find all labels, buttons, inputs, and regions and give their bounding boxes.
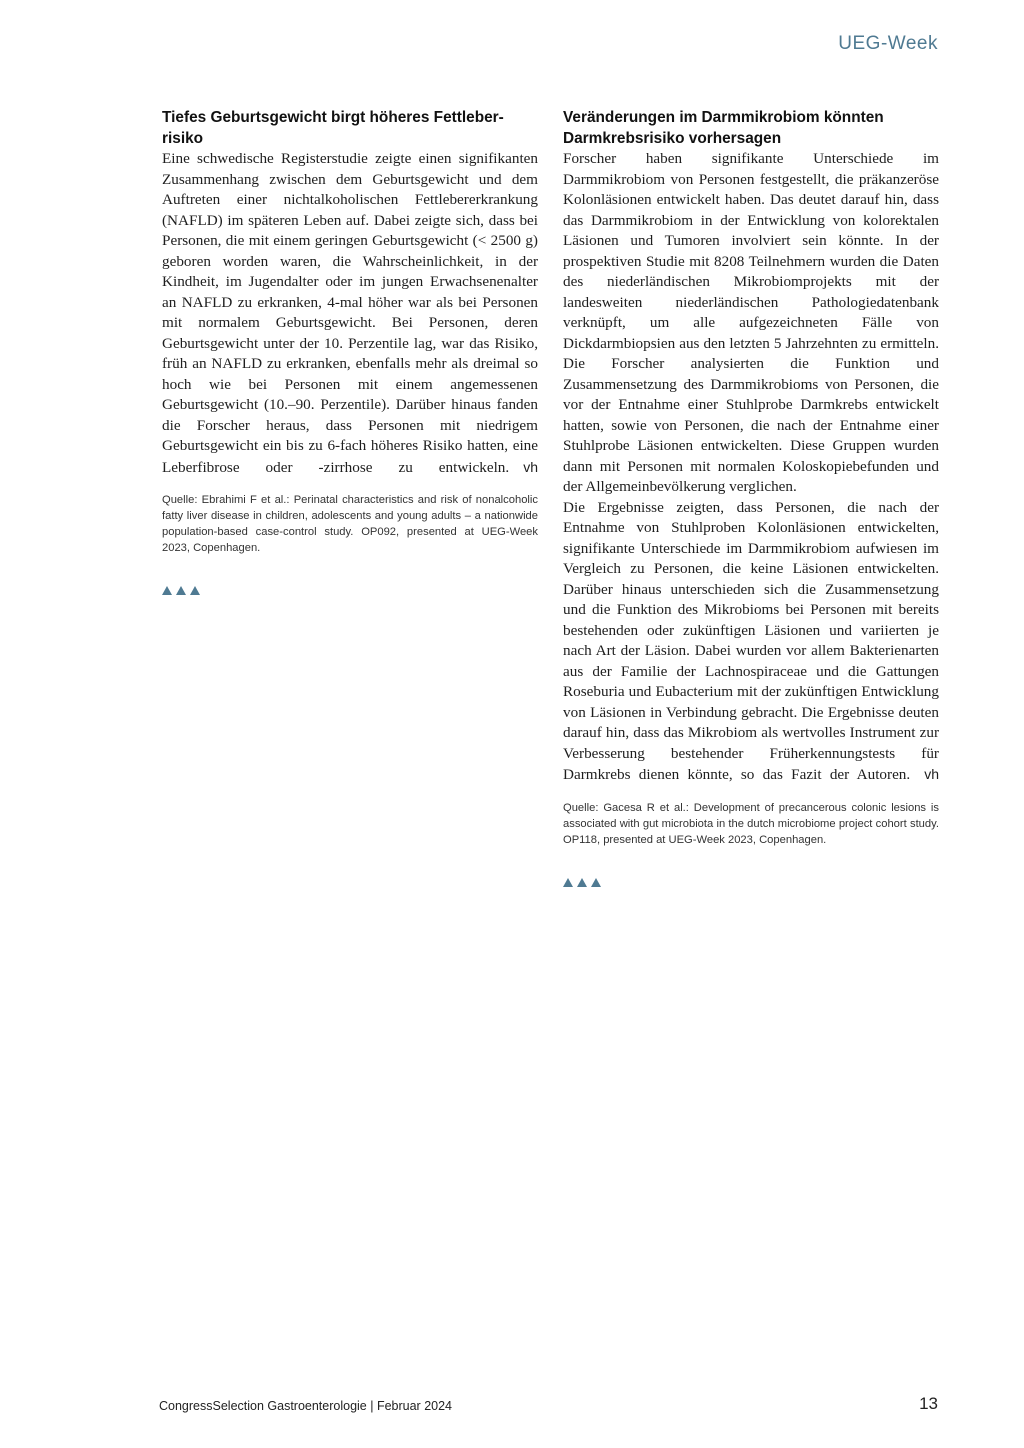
section-header: UEG-Week <box>838 33 938 54</box>
triangle-icon <box>591 878 601 887</box>
triangle-icon <box>563 878 573 887</box>
left-article-end-marker <box>162 586 538 595</box>
right-article-paragraph-2 <box>563 498 939 786</box>
right-article-paragraph-1: Forscher haben signifikante Unterschiede im Darmmikrobiom von Personen festgestellt, die präkanzeröse Kolonläsionen entwickelt haben. Das deutet darauf hin, dass das Darmmikrobiom in der Entwicklung von kolorektalen Läsionen und Tumoren involviert sein könnte. In der prospektiven Studie mit 8208 Teilnehmern wurden die Daten des niederländischen Mikrobiomprojekts mit der landesweiten niederländischen Pathologiedatenbank verknüpft, um alle aufgezeichneten Fälle von Dickdarmbiopsien aus den letzten 5 Jahrzehnten zu ermitteln. Die Forscher analysierten die Funktion und Zusammensetzung des Darmmikrobioms von Personen, die vor der Entnahme einer Stuhlprobe Darmkrebs entwickelt hatten, sowie von Personen, die nach der Entnahme einer Stuhlprobe Läsionen entwickelten. Diese Gruppen wurden dann mit Personen mit normalen Koloskopiebefunden und der Allgemeinbevölkerung verglichen. <box>563 150 939 495</box>
left-article-paragraph-1 <box>162 149 538 478</box>
right-article-end-marker <box>563 878 939 887</box>
triangle-icon <box>176 586 186 595</box>
right-article-signature: vh <box>924 766 939 782</box>
left-article <box>162 108 538 595</box>
left-article-title: Tiefes Geburtsgewicht birgt höheres Fettleber-risiko <box>162 109 504 147</box>
right-article <box>563 108 939 887</box>
triangle-icon <box>577 878 587 887</box>
footer-publication: CongressSelection Gastroenterologie | Februar 2024 <box>159 1399 452 1413</box>
right-article-title: Veränderungen im Darmmikrobiom könnten Darmkrebsrisiko vorhersagen <box>563 109 884 147</box>
right-article-source: Quelle: Gacesa R et al.: Development of precancerous colonic lesions is associated with gut microbiota in the dutch microbiome project cohort study. OP118, presented at UEG-Week 2023, Copenhagen. <box>563 801 939 846</box>
triangle-icon <box>190 586 200 595</box>
left-article-paragraph-1-text: Eine schwedische Registerstudie zeigte einen signifikanten Zusammenhang zwischen dem Geburtsgewicht und dem Auftreten einer nichtalkoholischen Fettlebererkrankung (NAFLD) im späteren Leben auf. Dabei zeigte sich, dass bei Personen, die mit einem geringen Geburtsgewicht (< 2500 g) geboren worden waren, die Wahrscheinlichkeit, in der Kindheit, im Jugendalter oder im jungen Erwachsenenalter an NAFLD zu erkranken, 4-mal höher war als bei Personen mit normalem Geburtsgewicht. Bei Personen, deren Geburtsgewicht unter der 10. Perzentile lag, war das Risiko, früh an NAFLD zu erkranken, ebenfalls mehr als dreimal so hoch wie bei Personen mit einem angemessenen Geburtsgewicht (10.–90. Perzentile). Darüber hinaus fanden die Forscher heraus, dass Personen mit niedrigem Geburtsgewicht ein bis zu 6-fach höheres Risiko hatten, eine Leberfibrose oder -zirrhose zu entwickeln. <box>162 150 538 476</box>
left-article-signature: vh <box>523 458 538 475</box>
left-article-body <box>162 149 538 478</box>
right-article-body <box>563 149 939 786</box>
right-article-paragraph-2-text: Die Ergebnisse zeigten, dass Personen, die nach der Entnahme von Stuhlproben Kolonläsionen entwickelten, signifikante Unterschiede im Darmmikrobiom aufwiesen im Vergleich zu Personen, die keine Läsionen entwickelten. Darüber hinaus unterschieden sich die Zusammensetzung und die Funktion des Mikrobioms bei Personen mit bereits bestehenden oder zukünftigen Läsionen und variierten je nach Art der Läsion. Dabei wurden vor allem Bakterienarten aus der Familie der Lachnospiraceae und die Gattungen Roseburia und Eubacterium mit der zukünftigen Entwicklung von Läsionen in Verbindung gebracht. Die Ergebnisse deuten darauf hin, dass das Mikrobiom als wertvolles Instrument zur Verbesserung bestehender Früherkennungstests für Darmkrebs dienen könnte, so das Fazit der Autoren. <box>563 498 939 783</box>
left-article-source: Quelle: Ebrahimi F et al.: Perinatal characteristics and risk of nonalcoholic fatty liver disease in children, adolescents and young adults – a nationwide population-based case-control study. OP092, presented at UEG-Week 2023, Copenhagen. <box>162 494 538 554</box>
page-number: 13 <box>919 1394 938 1413</box>
triangle-icon <box>162 586 172 595</box>
